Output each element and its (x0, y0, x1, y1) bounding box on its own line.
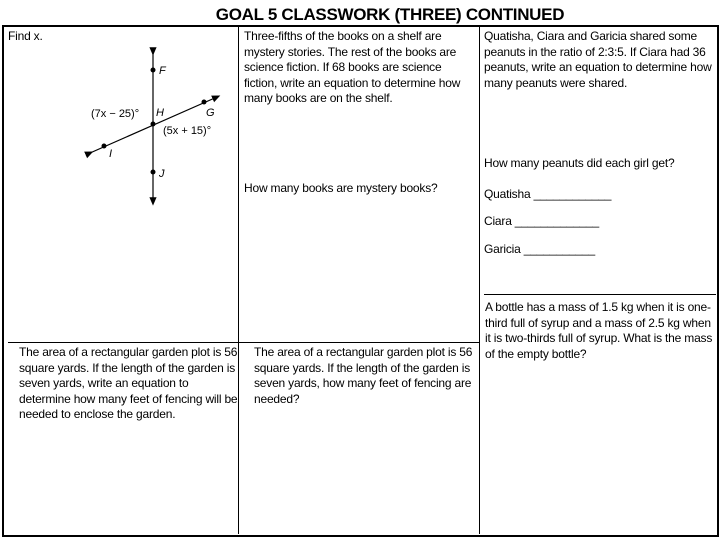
page-title: GOAL 5 CLASSWORK (THREE) CONTINUED (215, 5, 565, 24)
label-h: H (156, 107, 164, 119)
garden-equation-problem: The area of a rectangular garden plot is 56 square yards. If the length of the garden is seven yards, write an equation to determine how many feet of fencing will be needed to enclose the garden. (19, 345, 238, 421)
point-j (151, 170, 156, 175)
peanuts-problem: Quatisha, Ciara and Garicia shared some peanuts in the ratio of 2:3:5. If Ciara had 36 peanuts, write an equation to determine how many peanuts were shared. (484, 29, 712, 90)
label-j: J (159, 168, 165, 180)
answer-quatisha[interactable]: Quatisha ____________ (484, 187, 612, 201)
point-h (151, 122, 156, 127)
bottle-problem: A bottle has a mass of 1.5 kg when it is one-third full of syrup and a mass of 2.5 kg when it is two-thirds full of syrup. What is the mass of the empty bottle? (485, 300, 713, 361)
point-i (102, 144, 107, 149)
point-g (202, 100, 207, 105)
garden-fencing-problem: The area of a rectangular garden plot is 56 square yards. If the length of the garden is seven yards, how many feet of fencing are needed? (254, 345, 473, 406)
label-g: G (206, 107, 215, 119)
angle-left-label: (7x − 25)° (91, 108, 140, 120)
peanuts-question: How many peanuts did each girl get? (484, 156, 675, 170)
angle-right-label: (5x + 15)° (163, 125, 212, 137)
label-f: F (159, 65, 166, 77)
label-i: I (109, 148, 113, 160)
books-question: How many books are mystery books? (244, 181, 438, 195)
point-f (151, 68, 156, 73)
answer-ciara[interactable]: Ciara _____________ (484, 214, 599, 228)
find-x-prompt: Find x. (8, 29, 43, 43)
answer-garicia[interactable]: Garicia ___________ (484, 242, 595, 256)
books-problem: Three-fifths of the books on a shelf are mystery stories. The rest of the books are science fiction. If 68 books are science fiction, write an equation to determine how many books are on the shelf. (244, 29, 461, 105)
